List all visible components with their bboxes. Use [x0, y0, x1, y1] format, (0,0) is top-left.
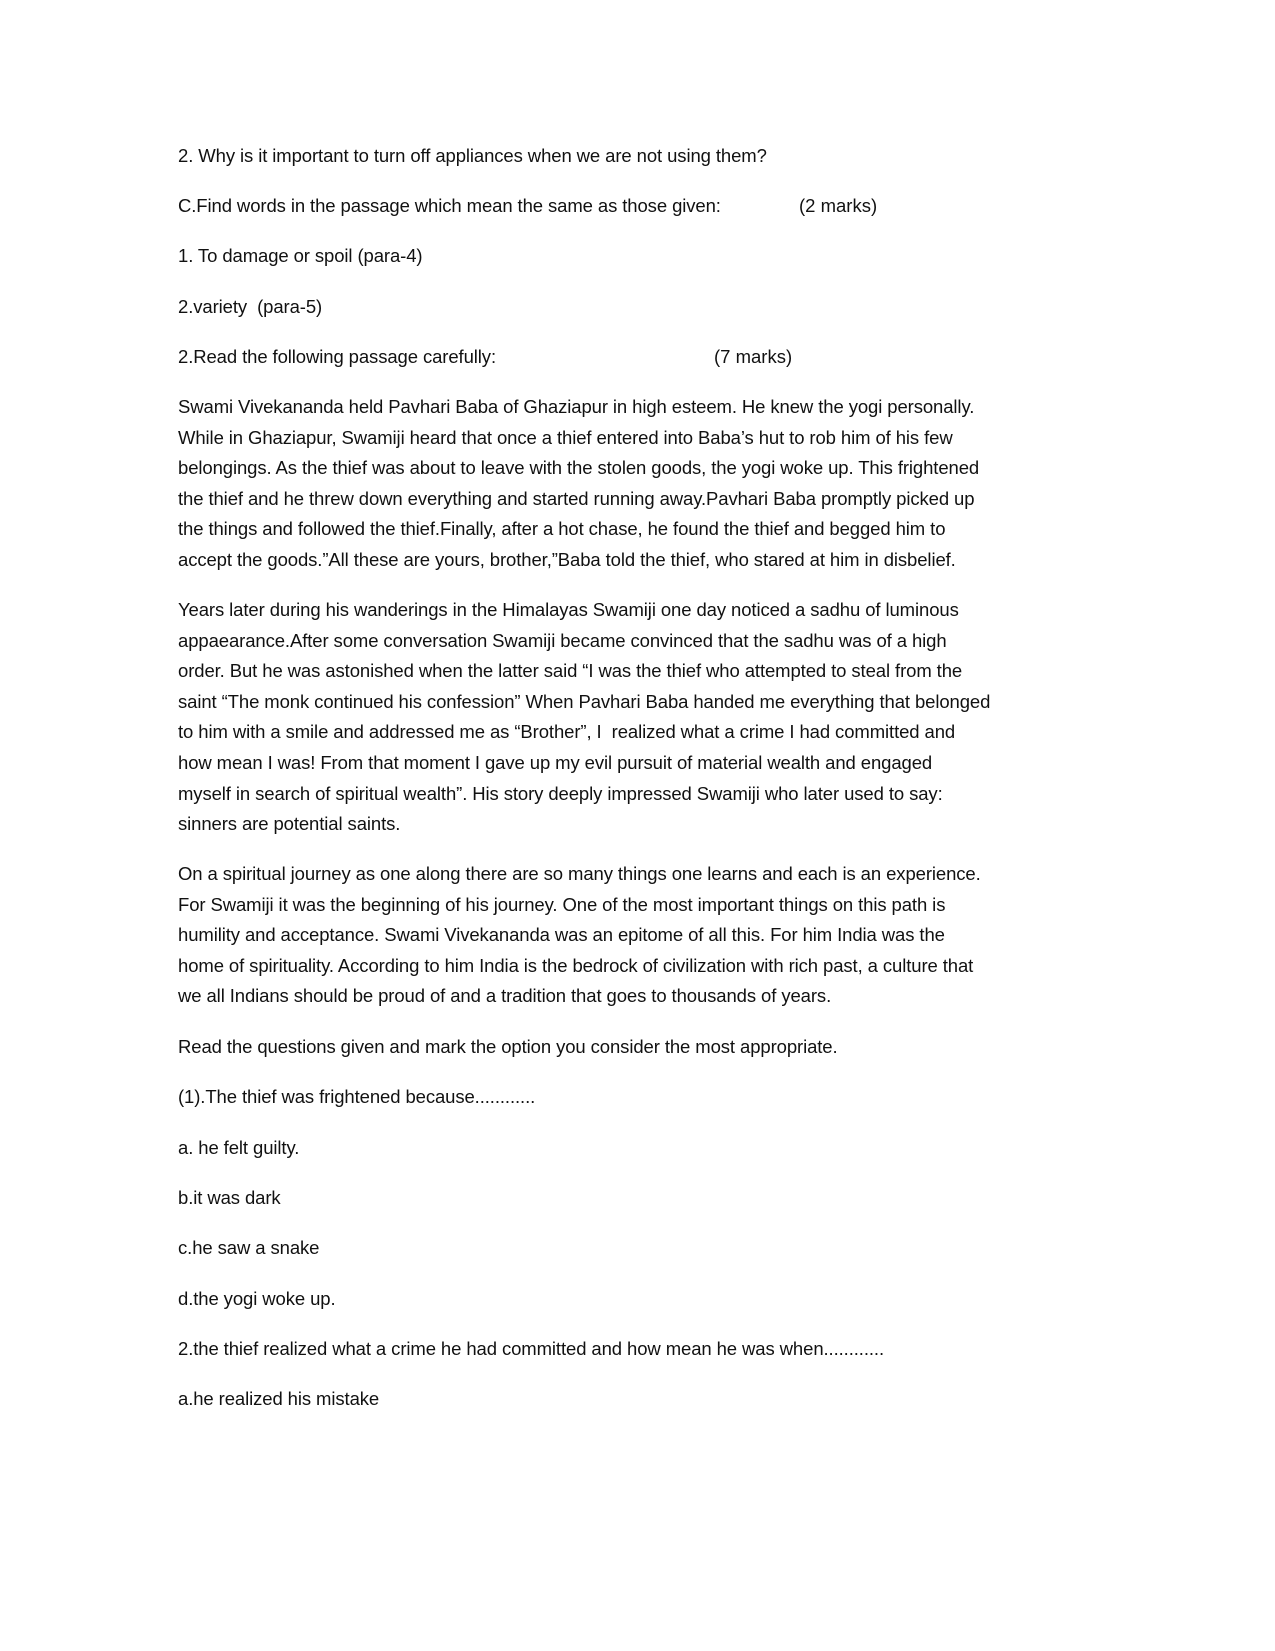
- passage-paragraph-2-line: Years later during his wanderings in the Himalayas Swamiji one day noticed a sadhu of luminous: [178, 599, 959, 620]
- passage-paragraph-1-line: accept the goods.”All these are yours, brother,”Baba told the thief, who stared at him in disbelief.: [178, 549, 956, 570]
- passage-paragraph-2-line: saint “The monk continued his confession” When Pavhari Baba handed me everything that belonged: [178, 690, 991, 712]
- section-c-heading: C.Find words in the passage which mean the same as those given:: [178, 195, 721, 216]
- section-2-marks: (7 marks): [714, 346, 793, 367]
- question-turn-off-appliances: 2. Why is it important to turn off appliances when we are not using them?: [178, 145, 767, 166]
- passage-paragraph-2-line: appaearance.After some conversation Swamiji became convinced that the sadhu was of a high: [178, 629, 947, 651]
- answer-option: d.the yogi woke up.: [178, 1288, 336, 1309]
- word-item-1: 1. To damage or spoil (para-4): [178, 245, 423, 266]
- instructions: Read the questions given and mark the option you consider the most appropriate.: [178, 1036, 838, 1057]
- passage-paragraph-3-line: On a spiritual journey as one along there are so many things one learns and each is an experience.: [178, 863, 981, 884]
- question: 2.the thief realized what a crime he had committed and how mean he was when............: [178, 1338, 884, 1359]
- answer-option: c.he saw a snake: [178, 1237, 320, 1258]
- passage-paragraph-2-line: sinners are potential saints.: [178, 813, 401, 835]
- passage-paragraph-3-line: we all Indians should be proud of and a tradition that goes to thousands of years.: [178, 985, 832, 1007]
- passage-paragraph-3-line: humility and acceptance. Swami Vivekananda was an epitome of all this. For him India was the: [178, 924, 945, 946]
- passage-paragraph-1-line: Swami Vivekananda held Pavhari Baba of Ghaziapur in high esteem. He knew the yogi personally.: [178, 396, 975, 417]
- section-c-marks: (2 marks): [799, 195, 878, 216]
- answer-option: a.he realized his mistake: [178, 1388, 380, 1409]
- answer-option: b.it was dark: [178, 1187, 281, 1208]
- passage-paragraph-2-line: how mean I was! From that moment I gave up my evil pursuit of material wealth and engaged: [178, 752, 933, 773]
- section-2-heading: 2.Read the following passage carefully:: [178, 346, 496, 367]
- passage-paragraph-1-line: the thief and he threw down everything and started running away.Pavhari Baba promptly picked up: [178, 487, 975, 509]
- passage-paragraph-1-line: the things and followed the thief.Finally, after a hot chase, he found the thief and begged him to: [178, 518, 946, 540]
- passage-paragraph-2-line: to him with a smile and addressed me as “Brother”, I realized what a crime I had committed and: [178, 721, 956, 743]
- passage-paragraph-2-line: order. But he was astonished when the latter said “I was the thief who attempted to steal from the: [178, 660, 963, 682]
- answer-option: a. he felt guilty.: [178, 1137, 300, 1158]
- question: (1).The thief was frightened because............: [178, 1086, 536, 1107]
- passage-paragraph-2-line: myself in search of spiritual wealth”. His story deeply impressed Swamiji who later used to say:: [178, 782, 943, 804]
- passage-paragraph-1-line: belongings. As the thief was about to leave with the stolen goods, the yogi woke up. This frightened: [178, 457, 980, 479]
- passage-paragraph-3-line: For Swamiji it was the beginning of his journey. One of the most important things on this path is: [178, 893, 946, 915]
- word-item-2: 2.variety (para-5): [178, 296, 323, 317]
- passage-paragraph-3-line: home of spirituality. According to him India is the bedrock of civilization with rich past, a culture that: [178, 954, 974, 976]
- passage-paragraph-1-line: While in Ghaziapur, Swamiji heard that once a thief entered into Baba’s hut to rob him of his few: [178, 426, 953, 448]
